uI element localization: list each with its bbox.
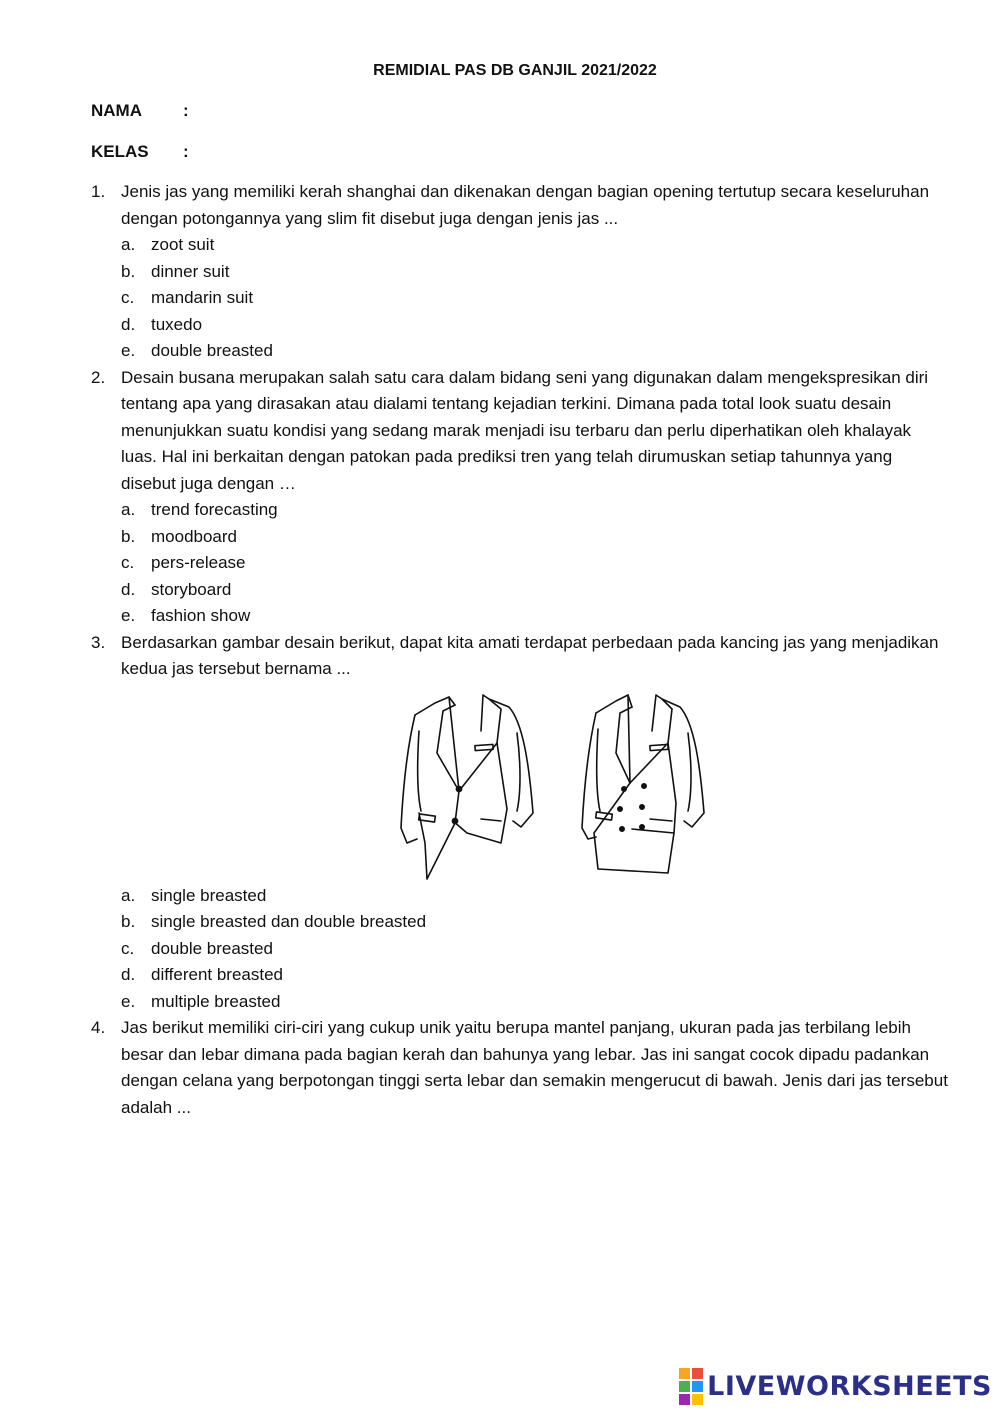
question-text: Jas berikut memiliki ciri-ciri yang cukup unik yaitu berupa mantel panjang, ukuran pada jas terbilang lebih besar dan lebar dimana pada bagian kerah dan bahunya yang lebar. Jas ini sangat cocok dipadu padankan dengan celana yang berpotongan tinggi serta lebar dan semakin mengerucut di bawah. Jenis dari jas tersebut adalah ... [121, 1018, 948, 1117]
question-number: 4. [91, 1018, 106, 1037]
question-number: 3. [91, 632, 106, 652]
option-text: multiple breasted [151, 991, 281, 1011]
option-item[interactable] [121, 524, 951, 551]
option-item[interactable] [121, 909, 951, 936]
jacket-illustration [121, 683, 951, 883]
class-label: KELAS [91, 142, 149, 161]
jacket-drawing-icon [397, 693, 729, 883]
question-number: 2. [91, 367, 106, 387]
option-letter: a. [121, 885, 136, 905]
option-text: pers-release [151, 553, 246, 572]
option-list [121, 883, 951, 1016]
option-letter: d. [121, 579, 136, 599]
question-text: Jenis jas yang memiliki kerah shanghai dan dikenakan dengan bagian opening tertutup secara keseluruhan dengan potongannya yang slim fit disebut juga dengan jenis jas ... [121, 182, 930, 228]
option-item[interactable] [121, 259, 951, 286]
option-item[interactable] [121, 883, 951, 910]
option-letter: e. [121, 991, 136, 1011]
option-text: zoot suit [151, 235, 215, 254]
class-field [91, 142, 189, 162]
double-breasted-jacket [582, 695, 704, 873]
option-letter: c. [121, 288, 135, 307]
option-item[interactable] [121, 603, 951, 630]
page-title: REMIDIAL PAS DB GANJIL 2021/2022 [373, 62, 657, 79]
option-item[interactable] [121, 577, 951, 604]
option-text: double breasted [151, 341, 273, 360]
option-item[interactable] [121, 497, 951, 524]
option-letter: b. [121, 261, 136, 281]
option-text: single breasted [151, 885, 267, 905]
brand-name: LIVEWORKSHEETS [707, 1371, 992, 1402]
question-number: 1. [91, 182, 106, 201]
liveworksheets-logo [679, 1368, 992, 1405]
option-list [121, 497, 951, 630]
option-item[interactable] [121, 550, 951, 577]
option-letter: c. [121, 553, 135, 572]
option-letter: c. [121, 938, 135, 958]
option-letter: d. [121, 314, 136, 334]
name-colon: : [183, 101, 189, 120]
option-item[interactable] [121, 962, 951, 989]
option-text: tuxedo [151, 314, 203, 334]
option-text: double breasted [151, 938, 273, 958]
option-text: moodboard [151, 526, 238, 546]
option-letter: d. [121, 965, 136, 984]
option-text: trend forecasting [151, 500, 278, 519]
option-letter: e. [121, 341, 136, 360]
option-item[interactable] [121, 936, 951, 963]
class-colon: : [183, 142, 189, 161]
option-letter: e. [121, 606, 136, 625]
option-text: mandarin suit [151, 288, 254, 307]
option-letter: a. [121, 500, 136, 519]
single-breasted-jacket [401, 695, 533, 879]
option-text: storyboard [151, 579, 232, 599]
question-2 [91, 365, 951, 630]
question-1 [91, 179, 951, 365]
option-list [121, 232, 951, 365]
option-letter: b. [121, 526, 136, 546]
option-letter: a. [121, 235, 136, 254]
option-item[interactable] [121, 989, 951, 1016]
option-item[interactable] [121, 338, 951, 365]
option-letter: b. [121, 912, 136, 931]
question-4 [91, 1015, 951, 1121]
option-item[interactable] [121, 232, 951, 259]
question-text: Berdasarkan gambar desain berikut, dapat kita amati terdapat perbedaan pada kancing jas yang menjadikan kedua jas tersebut bernama ... [121, 632, 939, 678]
question-3 [91, 630, 951, 1016]
name-label: NAMA [91, 101, 142, 120]
name-field [91, 101, 189, 121]
option-text: fashion show [151, 606, 251, 625]
question-text: Desain busana merupakan salah satu cara dalam bidang seni yang digunakan dalam mengekspresikan diri tentang apa yang dirasakan atau dialami tentang kejadian terkini. Dimana pada total look suatu desain menunjukkan suatu kondisi yang sedang marak menjadi isu terbaru dan perlu diperhatikan oleh khalayak luas. Hal ini berkaitan dengan patokan pada prediksi tren yang telah dirumuskan setiap tahunnya yang disebut juga dengan … [121, 367, 929, 493]
option-text: different breasted [151, 965, 283, 984]
option-text: dinner suit [151, 261, 230, 281]
option-item[interactable] [121, 312, 951, 339]
question-list [91, 179, 951, 1121]
option-text: single breasted dan double breasted [151, 912, 427, 931]
option-item[interactable] [121, 285, 951, 312]
logo-grid-icon [679, 1368, 703, 1405]
